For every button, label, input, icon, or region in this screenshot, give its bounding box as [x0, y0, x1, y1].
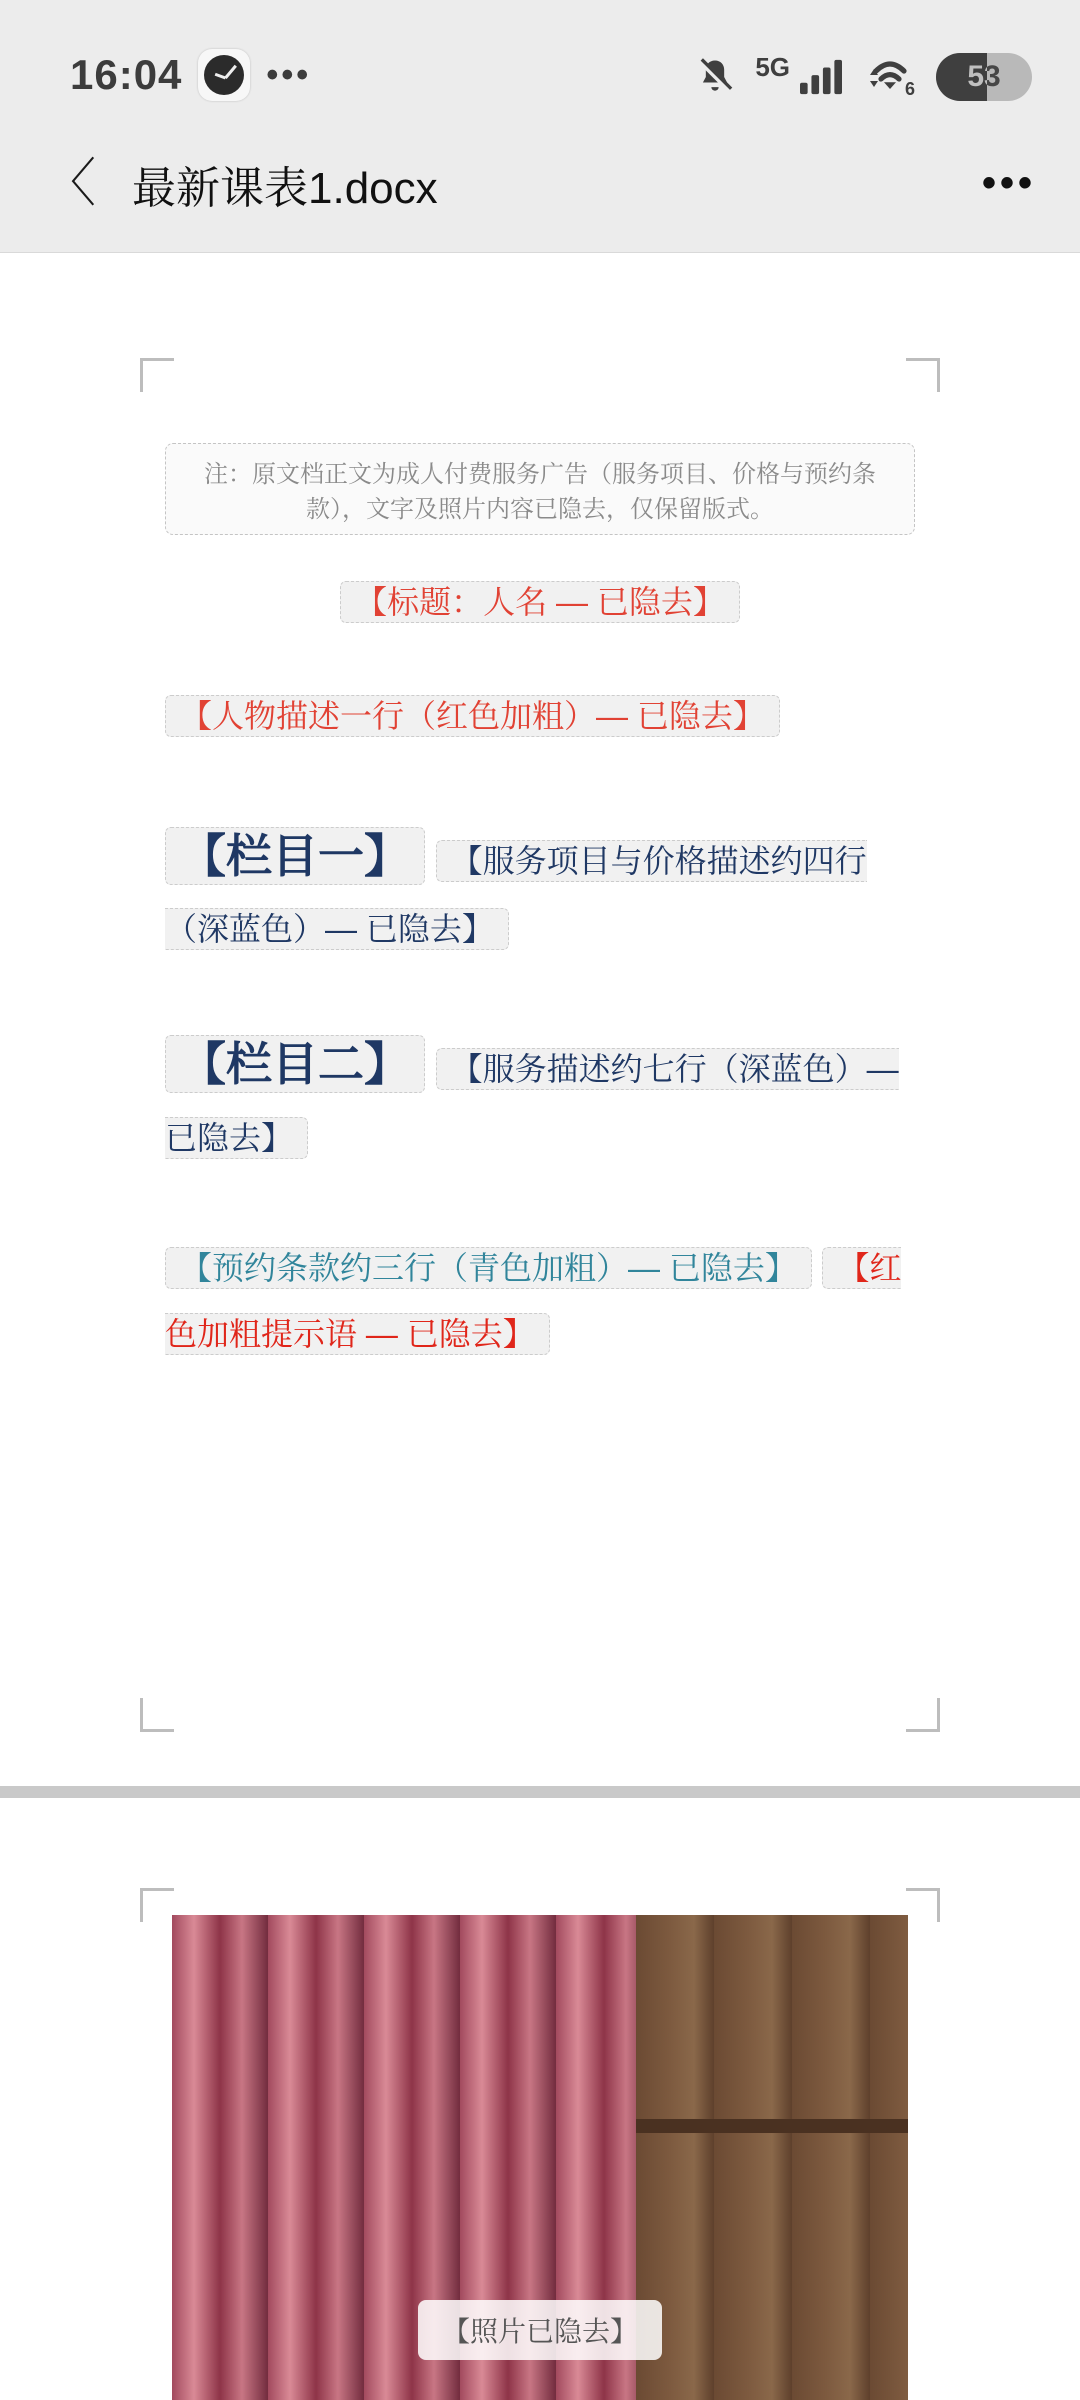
page1-corner-mark: [140, 358, 174, 392]
more-options-button[interactable]: •••: [981, 161, 1036, 205]
network-type-label: 5G: [755, 51, 790, 82]
page1-corner-mark: [906, 358, 940, 392]
page1-corner-mark: [906, 1698, 940, 1732]
page1-corner-mark: [140, 1698, 174, 1732]
status-time: 16:04: [70, 51, 183, 98]
embedded-photo-redacted: [172, 1915, 908, 2400]
document-title: 最新课表1.docx: [132, 163, 438, 213]
status-bar: [0, 0, 1080, 115]
page2-corner-mark: [906, 1888, 940, 1922]
doc-subtitle-redacted: 【人物描述一行（红色加粗）— 已隐去】: [165, 689, 915, 737]
mute-bell-icon: [693, 55, 737, 99]
battery-icon: [936, 53, 1032, 101]
page1-content: [165, 443, 915, 1430]
notification-overflow-icon: •••: [266, 55, 312, 94]
clock-app-icon: [198, 49, 250, 101]
wifi-icon: [862, 55, 918, 99]
signal-bars-icon: [798, 56, 844, 98]
section-1-redacted: 【栏目一】 【服务项目与价格描述约四行（深蓝色）— 已隐去】: [165, 817, 915, 961]
svg-text:6: 6: [905, 79, 916, 99]
redaction-notice: 注：原文档正文为成人付费服务广告（服务项目、价格与预约条款），文字及照片内容已隐去，仅保留版式。: [165, 443, 915, 535]
battery-percent: 53: [967, 60, 1001, 93]
photo-redaction-label: 【照片已隐去】: [418, 2300, 662, 2360]
doc-heading-redacted: 【标题：人名 — 已隐去】: [165, 575, 915, 623]
document-viewer-header: [0, 115, 1080, 253]
back-button[interactable]: 〈: [44, 154, 97, 213]
document-scroll-area[interactable]: [0, 253, 1080, 2400]
section-2-redacted: 【栏目二】 【服务描述约七行（深蓝色）— 已隐去】 【预约条款约三行（青色加粗）— 已隐去】 【红色加粗提示语 — 已隐去】: [165, 1025, 915, 1366]
page-break-separator: [0, 1786, 1080, 1798]
page2-corner-mark: [140, 1888, 174, 1922]
photo-cabinet-region: [636, 1915, 908, 2400]
